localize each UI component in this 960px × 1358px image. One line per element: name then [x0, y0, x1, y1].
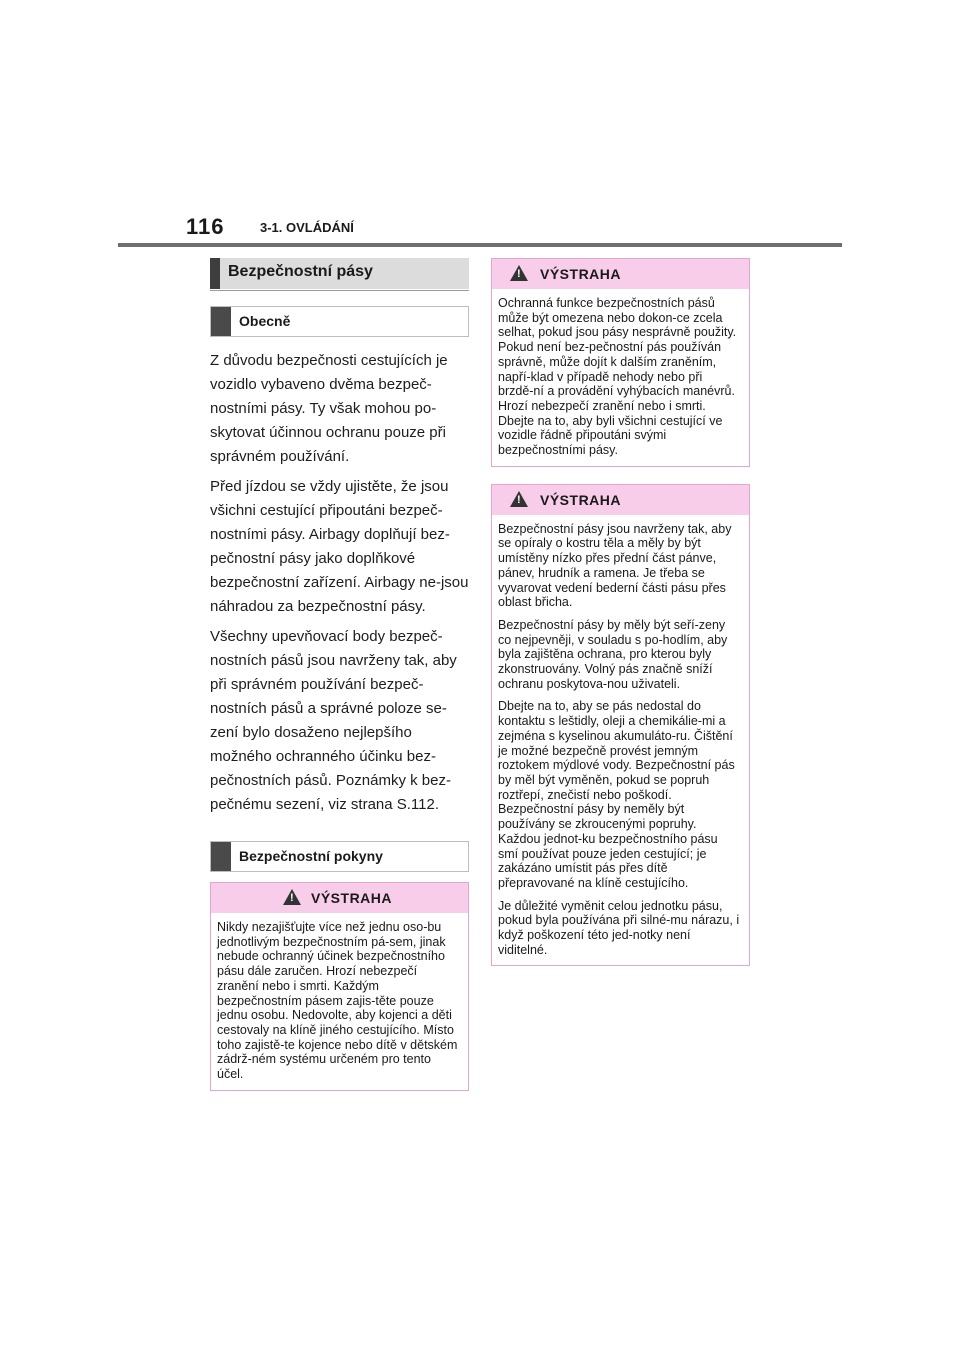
warning-box — [210, 882, 469, 1091]
subheading-label: Bezpečnostní pokyny — [239, 848, 383, 864]
subheading-general — [210, 306, 469, 337]
body-paragraph: Všechny upevňovací body bezpeč-nostních pásů jsou navrženy tak, aby při správném používání bezpeč-nostních pásů a správné poloze se-zení bylo dosaženo nejlepšího možného ochranného účinku bez-pečnostních pásů. Poznámky k bez-pečnému sezení, viz strana S.112. — [210, 628, 457, 813]
body-paragraph: Z důvodu bezpečnosti cestujících je vozidlo vybaveno dvěma bezpeč-nostními pásy. Ty však mohou po-skytovat účinnou ochranu pouze při správném používání. — [210, 352, 448, 465]
warning-label: VÝSTRAHA — [540, 491, 622, 508]
warning-label: VÝSTRAHA — [540, 266, 622, 282]
warning-text: Bezpečnostní pásy by měly být seří-zeny co nejpevněji, v souladu s po-hodlím, aby byla zajištěna ochrana, pro kterou byly zkonstruovány. Volný pás značně sníží ochranu poskytova-nou uživateli. — [498, 617, 728, 691]
body-paragraph: Před jízdou se vždy ujistěte, že jsou všichni cestující připoutáni bezpeč-nostními pásy. Airbagy doplňují bez-pečnostní pásy jako doplňkové bezpečnostní zařízení. Airbagy ne-jsou náhradou za bezpečnostní pásy. — [210, 478, 469, 615]
section-heading-label: Bezpečnostní pásy — [228, 263, 373, 280]
page-number: 116 — [186, 214, 225, 239]
warning-text: Bezpečnostní pásy jsou navrženy tak, aby se opíraly o kostru těla a měly by být umístěny nízko přes přední část pánve, pánev, hrudník a ramena. Je třeba se vyvarovat vedení bederní části pásu přes oblast břicha. — [498, 521, 732, 610]
warning-text: Dbejte na to, aby se pás nedostal do kontaktu s leštidly, oleji a chemikálie-mi a zejména s kyselinou akumuláto-ru. Čištění je možné bezpečně provést jemným roztokem mýdlové vody. Bezpečnostní pás by měl být vyměněn, pokud se popruh roztřepí, znečistí nebo poškodí. Bezpečnostní pásy by neměly být používány se zkroucenými popruhy. Každou jednot-ku bezpečnostního pásu smí používat pouze jeden cestující; je zakázáno umístit pás přes dítě přepravované na klíně cestujícího. — [498, 699, 735, 890]
warning-text: Nikdy nezajišťujte více než jednu oso-bu jednotlivým bezpečnostním pá-sem, jinak nebude ochranný účinek bezpečnostního pásu dále zaručen. Hrozí nebezpečí zranění nebo i smrti. Každým bezpečnostním pásem zajis-těte pouze jednu osobu. Nedovolte, aby kojenci a děti cestovaly na klíně jiného cestujícího. Místo toho zajistě-te kojence nebo dítě v dětském zádrž-ném systému určeném pro tento účel. — [217, 920, 458, 1082]
header-divider — [118, 243, 842, 247]
warning-box — [491, 258, 750, 467]
warning-triangle-icon — [510, 491, 528, 507]
subheading-safety-instructions — [210, 841, 469, 872]
warning-text: Je důležité vyměnit celou jednotku pásu, pokud byla používána při silné-mu nárazu, i když poškození této jed-notky není viditelné. — [498, 898, 740, 957]
warning-label: VÝSTRAHA — [311, 890, 393, 906]
warning-box — [491, 484, 750, 967]
warning-triangle-icon — [283, 889, 301, 905]
warning-header — [211, 883, 468, 913]
warning-text: Ochranná funkce bezpečnostních pásů může být omezena nebo dokon-ce zcela selhat, pokud jsou pásy nesprávně použity. Pokud není bez-pečnostní pás používán správně, může dojít k dalším zraněním, napří-klad v případě nehody nebo při brzdě-ní a provádění vyhýbacích manévrů. Hrozí nebezpečí zranění nebo i smrti. Dbejte na to, aby byli všichni cestující ve vozidle řádně připoutáni svými bezpečnostními pásy. — [498, 296, 737, 458]
warning-header — [492, 259, 749, 289]
section-heading-seatbelts — [210, 258, 469, 289]
chapter-title: 3-1. OVLÁDÁNÍ — [260, 220, 354, 235]
left-column — [210, 258, 469, 1091]
right-column — [491, 258, 750, 966]
warning-header — [492, 485, 749, 515]
warning-triangle-icon — [510, 265, 528, 281]
subheading-label: Obecně — [239, 313, 291, 329]
